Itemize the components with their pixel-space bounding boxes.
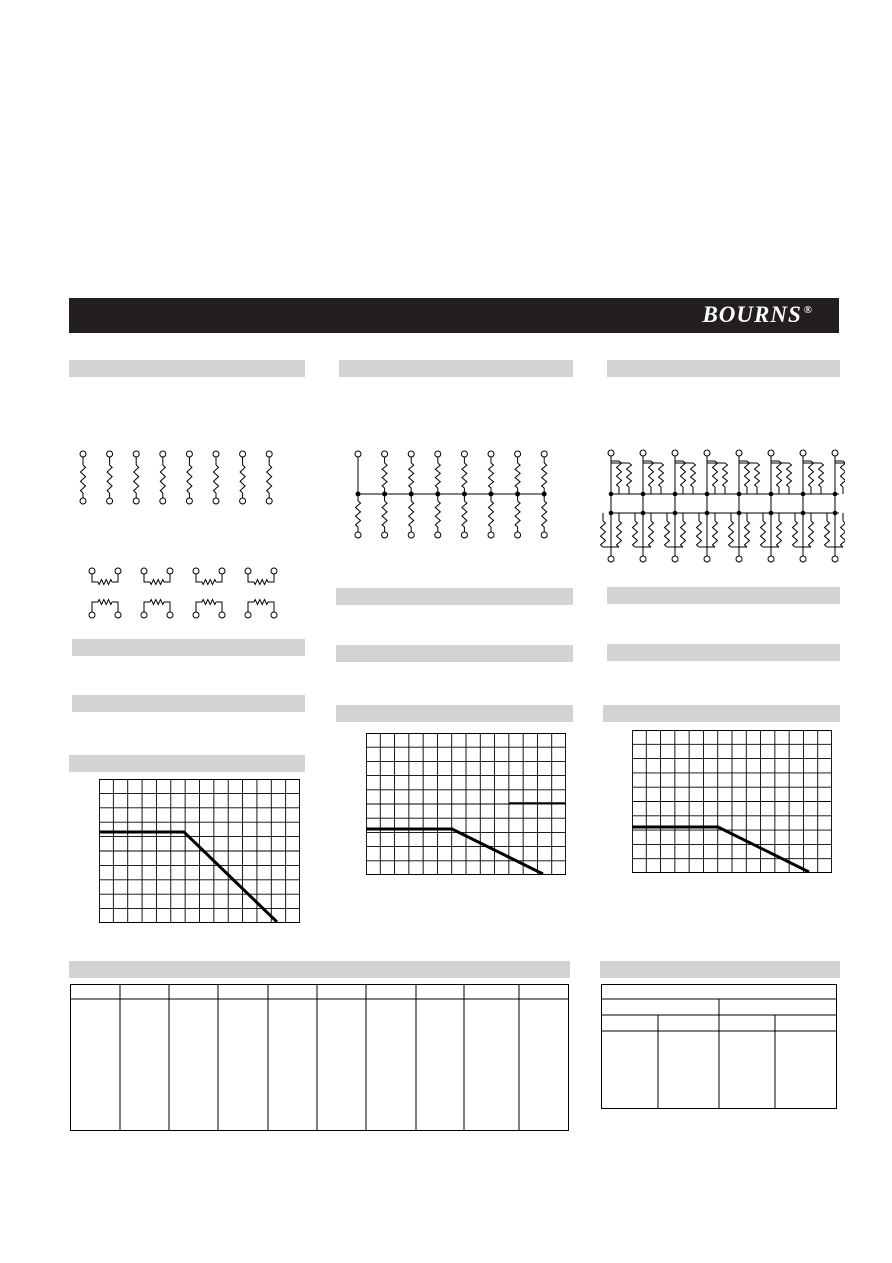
ordering-table <box>601 984 837 1109</box>
chart-left <box>99 779 300 923</box>
terminator-network-schematic <box>600 443 845 565</box>
section-bar-right-1 <box>607 360 840 377</box>
bussed-resistor-schematic <box>345 445 560 545</box>
section-bar-left-4 <box>69 755 305 772</box>
section-bar-right-2 <box>607 587 840 604</box>
section-bar-middle-1 <box>339 360 573 377</box>
ordering-table-grid <box>602 985 836 1108</box>
section-bar-left-1 <box>69 360 305 377</box>
header-banner <box>69 298 839 333</box>
derating-curve <box>632 827 809 872</box>
section-bar-right-3 <box>607 644 840 661</box>
section-bar-middle-3 <box>336 645 573 662</box>
specification-table <box>70 984 569 1131</box>
chart-right <box>632 730 832 873</box>
section-bar-table-left <box>69 961 570 978</box>
section-bar-middle-4 <box>336 705 573 722</box>
section-bar-middle-2 <box>336 588 573 605</box>
section-bar-table-right <box>600 961 840 978</box>
chart-middle <box>366 733 566 875</box>
bourns-logo: BOURNS ® <box>702 302 813 327</box>
specification-table-grid <box>71 985 568 1130</box>
section-bar-right-4 <box>603 705 840 722</box>
isolated-resistor-schematic <box>70 445 290 515</box>
derating-curve <box>366 829 543 874</box>
section-bar-left-3 <box>72 695 305 712</box>
dual-resistor-schematic <box>80 560 290 622</box>
section-bar-left-2 <box>72 639 305 656</box>
